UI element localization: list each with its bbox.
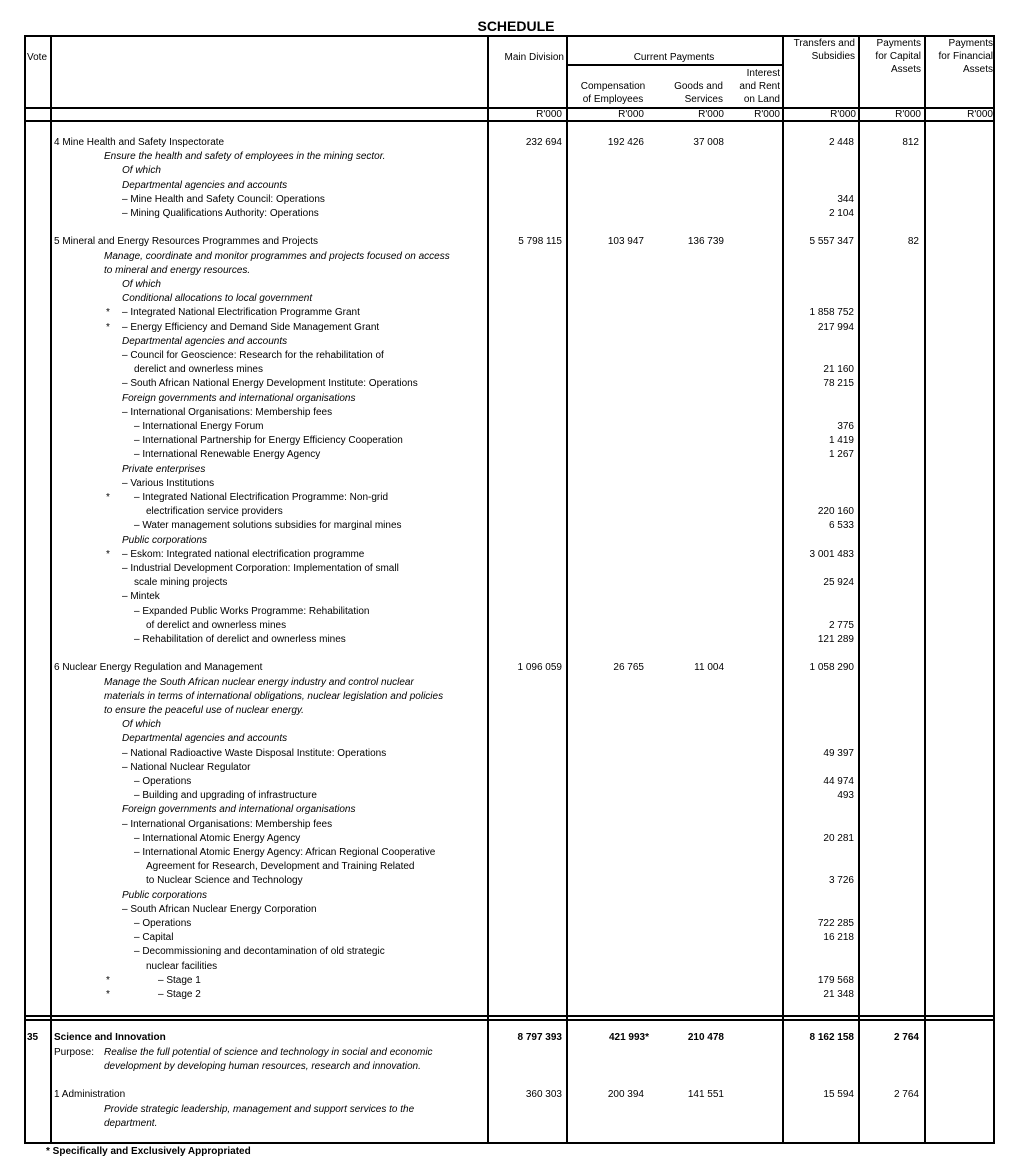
vote-row bbox=[0, 1031, 1032, 1045]
row-value-trans: 44 974 bbox=[823, 776, 854, 787]
row-value-trans: 21 348 bbox=[823, 989, 854, 1000]
footnote: * Specifically and Exclusively Appropriated bbox=[46, 1146, 251, 1157]
row-value-trans: 5 557 347 bbox=[809, 236, 854, 248]
vote-cap: 2 764 bbox=[893, 1032, 919, 1043]
table-row bbox=[0, 150, 1032, 164]
row-label: Of which bbox=[122, 719, 161, 731]
row-label: Ensure the health and safety of employees in the mining sector. bbox=[104, 151, 386, 163]
header-vote: Vote bbox=[27, 52, 48, 63]
table-row bbox=[0, 321, 1032, 335]
row-label: to mineral and energy resources. bbox=[104, 264, 251, 276]
table-row bbox=[0, 136, 1032, 150]
table-row bbox=[0, 250, 1032, 264]
appropriation-star: * bbox=[106, 974, 110, 986]
table-row bbox=[0, 676, 1032, 690]
row-label: – Energy Efficiency and Demand Side Management Grant bbox=[122, 321, 380, 333]
purpose-text: Realise the full potential of science and technology in social and economic bbox=[104, 1047, 433, 1058]
table-row bbox=[0, 732, 1032, 746]
header-rule bbox=[566, 64, 782, 66]
header-transfers: Transfers and Subsidies bbox=[793, 38, 855, 62]
row-value-goods: 11 004 bbox=[694, 662, 724, 674]
row-value-trans: 6 533 bbox=[828, 520, 854, 532]
table-row bbox=[0, 605, 1032, 619]
row-label: Departmental agencies and accounts bbox=[122, 335, 288, 347]
row-value-trans: 344 bbox=[837, 193, 854, 205]
table-row bbox=[0, 704, 1032, 718]
unit-goods: R'000 bbox=[698, 109, 724, 120]
row-value-trans: 217 994 bbox=[817, 321, 854, 333]
table-row bbox=[0, 874, 1032, 888]
vote-main: 8 797 393 bbox=[517, 1032, 562, 1043]
table-row bbox=[0, 761, 1032, 775]
row-label: electrification service providers bbox=[146, 506, 283, 518]
row-label: Manage, coordinate and monitor programmes and projects focused on access bbox=[104, 250, 450, 262]
table-row bbox=[0, 448, 1032, 462]
appropriation-star: * bbox=[106, 989, 110, 1000]
table-row bbox=[0, 832, 1032, 846]
admin-trans: 15 594 bbox=[823, 1089, 854, 1100]
row-label: Of which bbox=[122, 165, 161, 177]
row-label: – Mintek bbox=[122, 591, 160, 603]
row-label: – Stage 2 bbox=[158, 989, 201, 1000]
table-row bbox=[0, 633, 1032, 647]
table-row bbox=[0, 278, 1032, 292]
table-row bbox=[0, 718, 1032, 732]
table-row bbox=[0, 619, 1032, 633]
row-label: – Mine Health and Safety Council: Operations bbox=[122, 193, 325, 205]
row-label: Departmental agencies and accounts bbox=[122, 733, 288, 745]
table-row bbox=[0, 917, 1032, 931]
row-value-trans: 220 160 bbox=[817, 506, 854, 518]
table-row bbox=[0, 548, 1032, 562]
table-row bbox=[0, 803, 1032, 817]
table-row bbox=[0, 590, 1032, 604]
row-value-comp: 26 765 bbox=[613, 662, 644, 674]
row-value-trans: 179 568 bbox=[817, 974, 854, 986]
unit-capital: R'000 bbox=[895, 109, 921, 120]
row-value-trans: 16 218 bbox=[823, 932, 854, 944]
admin-desc-row bbox=[0, 1117, 1032, 1131]
appropriation-star: * bbox=[106, 321, 110, 333]
row-value-goods: 37 008 bbox=[693, 137, 724, 148]
table-row bbox=[0, 534, 1032, 548]
row-value-trans: 2 775 bbox=[828, 619, 854, 631]
row-label: – International Partnership for Energy Efficiency Cooperation bbox=[134, 435, 403, 447]
table-row bbox=[0, 903, 1032, 917]
admin-goods: 141 551 bbox=[687, 1089, 724, 1100]
table-row bbox=[0, 420, 1032, 434]
appropriation-star: * bbox=[106, 307, 110, 319]
row-label: Manage the South African nuclear energy industry and control nuclear bbox=[104, 676, 414, 688]
admin-main: 360 303 bbox=[525, 1089, 562, 1100]
row-label: Departmental agencies and accounts bbox=[122, 179, 288, 191]
table-row bbox=[0, 789, 1032, 803]
table-row bbox=[0, 846, 1032, 860]
row-label: – National Radioactive Waste Disposal Institute: Operations bbox=[122, 747, 387, 759]
row-label: – Integrated National Electrification Programme: Non-grid bbox=[134, 492, 389, 503]
table-row bbox=[0, 207, 1032, 221]
row-value-trans: 722 285 bbox=[817, 918, 854, 929]
table-row bbox=[0, 491, 1032, 505]
table-row bbox=[0, 164, 1032, 178]
unit-interest: R'000 bbox=[754, 109, 780, 120]
row-label: – Council for Geoscience: Research for the rehabilitation of bbox=[122, 350, 384, 361]
row-label: scale mining projects bbox=[134, 577, 228, 589]
row-value-trans: 2 104 bbox=[828, 208, 854, 219]
row-value-trans: 1 267 bbox=[828, 449, 854, 461]
table-row bbox=[0, 349, 1032, 363]
header-goods: Goods and Services bbox=[674, 81, 723, 105]
table-row bbox=[0, 889, 1032, 903]
admin-cap: 2 764 bbox=[893, 1089, 919, 1100]
row-value-trans: 493 bbox=[837, 790, 854, 802]
row-label: – South African Nuclear Energy Corporation bbox=[122, 903, 317, 915]
row-label: – Operations bbox=[134, 918, 192, 929]
table-row bbox=[0, 747, 1032, 761]
row-value-trans: 21 160 bbox=[823, 364, 854, 376]
row-label: Agreement for Research, Development and Training Related bbox=[146, 861, 415, 873]
appropriation-star: * bbox=[106, 548, 110, 560]
row-label: – National Nuclear Regulator bbox=[122, 761, 251, 773]
header-compensation: Compensation of Employees bbox=[580, 81, 646, 105]
row-label: – Various Institutions bbox=[122, 477, 215, 489]
table-row bbox=[0, 406, 1032, 420]
table-row bbox=[0, 292, 1032, 306]
row-label: Public corporations bbox=[122, 534, 208, 546]
row-value-trans: 376 bbox=[837, 421, 854, 432]
row-label: – Mining Qualifications Authority: Operations bbox=[122, 208, 319, 219]
unit-financial: R'000 bbox=[967, 109, 993, 120]
row-label: – Capital bbox=[134, 932, 174, 944]
table-row bbox=[0, 818, 1032, 832]
row-label: 4 Mine Health and Safety Inspectorate bbox=[54, 137, 225, 148]
header-interest: Interest and Rent on Land bbox=[739, 68, 780, 105]
row-value-comp: 192 426 bbox=[607, 137, 644, 148]
table-row bbox=[0, 945, 1032, 959]
row-label: – International Atomic Energy Agency bbox=[134, 832, 301, 844]
table-row bbox=[0, 434, 1032, 448]
row-value-cap: 82 bbox=[907, 236, 919, 248]
unit-main: R'000 bbox=[536, 109, 562, 120]
row-label: – Operations bbox=[134, 776, 192, 787]
purpose-row bbox=[0, 1046, 1032, 1060]
admin-desc-row bbox=[0, 1103, 1032, 1117]
purpose-label: Purpose: bbox=[54, 1047, 95, 1058]
table-row bbox=[0, 775, 1032, 789]
table-row bbox=[0, 860, 1032, 874]
row-value-comp: 103 947 bbox=[607, 236, 644, 248]
row-label: Foreign governments and international organisations bbox=[122, 804, 356, 816]
table-row bbox=[0, 562, 1032, 576]
row-label: derelict and ownerless mines bbox=[134, 364, 263, 376]
admin-desc: department. bbox=[104, 1118, 158, 1129]
row-label: to Nuclear Science and Technology bbox=[146, 875, 303, 887]
row-value-main: 1 096 059 bbox=[517, 662, 562, 674]
vote-goods: 210 478 bbox=[687, 1032, 724, 1043]
purpose-text: development by developing human resources, research and innovation. bbox=[104, 1061, 421, 1072]
row-value-trans: 25 924 bbox=[823, 577, 854, 589]
row-label: – International Renewable Energy Agency bbox=[134, 449, 321, 461]
table-row bbox=[0, 661, 1032, 675]
row-label: – Decommissioning and decontamination of old strategic bbox=[134, 946, 385, 958]
table-row bbox=[0, 193, 1032, 207]
table-row bbox=[0, 179, 1032, 193]
row-value-goods: 136 739 bbox=[687, 236, 724, 248]
row-value-trans: 20 281 bbox=[823, 832, 854, 844]
table-row bbox=[0, 477, 1032, 491]
header-financial: Payments for Financial Assets bbox=[938, 38, 993, 75]
row-label: 5 Mineral and Energy Resources Programmes and Projects bbox=[54, 236, 319, 248]
vote-label: Science and Innovation bbox=[54, 1032, 166, 1043]
table-row bbox=[0, 931, 1032, 945]
row-label: – Stage 1 bbox=[158, 974, 201, 986]
table-row bbox=[0, 392, 1032, 406]
row-label: – Water management solutions subsidies for marginal mines bbox=[134, 520, 402, 532]
table-row bbox=[0, 306, 1032, 320]
row-value-cap: 812 bbox=[902, 137, 919, 148]
admin-desc: Provide strategic leadership, management and support services to the bbox=[104, 1104, 415, 1115]
row-label: nuclear facilities bbox=[146, 960, 218, 972]
row-value-trans: 1 419 bbox=[828, 435, 854, 447]
unit-transfers: R'000 bbox=[830, 109, 856, 120]
row-label: 6 Nuclear Energy Regulation and Management bbox=[54, 662, 263, 674]
row-label: Conditional allocations to local government bbox=[122, 293, 313, 305]
table-row bbox=[0, 519, 1032, 533]
row-label: – International Energy Forum bbox=[134, 421, 264, 432]
table-row bbox=[0, 463, 1032, 477]
row-value-trans: 121 289 bbox=[817, 634, 854, 645]
table-row bbox=[0, 960, 1032, 974]
table-row bbox=[0, 335, 1032, 349]
table-row bbox=[0, 377, 1032, 391]
unit-comp: R'000 bbox=[618, 109, 644, 120]
admin-row bbox=[0, 1088, 1032, 1102]
table-row bbox=[0, 988, 1032, 1002]
appropriation-star: * bbox=[106, 492, 110, 503]
row-label: Private enterprises bbox=[122, 463, 206, 475]
row-label: – Building and upgrading of infrastructure bbox=[134, 790, 317, 802]
table-row bbox=[0, 576, 1032, 590]
page-title: SCHEDULE bbox=[477, 18, 555, 34]
row-label: Foreign governments and international organisations bbox=[122, 392, 356, 404]
row-label: – Expanded Public Works Programme: Rehabilitation bbox=[134, 605, 370, 617]
row-value-main: 5 798 115 bbox=[518, 236, 562, 248]
header-capital: Payments for Capital Assets bbox=[875, 38, 921, 75]
purpose-row bbox=[0, 1060, 1032, 1074]
section-rule bbox=[24, 1015, 995, 1017]
table-row bbox=[0, 363, 1032, 377]
row-label: Of which bbox=[122, 279, 161, 290]
vote-number: 35 bbox=[27, 1032, 39, 1043]
table-row bbox=[0, 235, 1032, 249]
row-label: of derelict and ownerless mines bbox=[146, 619, 287, 631]
header-current-payments: Current Payments bbox=[633, 52, 715, 63]
admin-comp: 200 394 bbox=[607, 1089, 644, 1100]
row-label: – Integrated National Electrification Programme Grant bbox=[122, 307, 360, 319]
header-main-division: Main Division bbox=[504, 52, 564, 63]
table-row bbox=[0, 505, 1032, 519]
row-value-trans: 3 726 bbox=[828, 875, 854, 887]
row-value-trans: 1 058 290 bbox=[809, 662, 854, 674]
table-row bbox=[0, 974, 1032, 988]
row-label: – International Organisations: Membership fees bbox=[122, 818, 333, 830]
row-label: materials in terms of international obligations, nuclear legislation and policies bbox=[104, 690, 444, 702]
row-value-trans: 1 858 752 bbox=[809, 307, 854, 319]
table-row bbox=[0, 690, 1032, 704]
table-row bbox=[0, 264, 1032, 278]
row-label: Public corporations bbox=[122, 889, 208, 901]
row-label: – Eskom: Integrated national electrification programme bbox=[122, 548, 365, 560]
row-value-trans: 3 001 483 bbox=[809, 548, 854, 560]
row-label: to ensure the peaceful use of nuclear energy. bbox=[104, 705, 304, 716]
vote-trans: 8 162 158 bbox=[809, 1032, 854, 1043]
row-value-trans: 78 215 bbox=[823, 378, 854, 390]
row-value-trans: 49 397 bbox=[823, 747, 854, 759]
row-value-trans: 2 448 bbox=[828, 137, 854, 148]
row-label: – International Organisations: Membership fees bbox=[122, 406, 333, 418]
admin-label: 1 Administration bbox=[54, 1089, 126, 1100]
vote-comp: 421 993* bbox=[608, 1032, 649, 1043]
row-label: – Industrial Development Corporation: Implementation of small bbox=[122, 563, 399, 574]
row-label: – South African National Energy Development Institute: Operations bbox=[122, 378, 418, 390]
row-label: – Rehabilitation of derelict and ownerless mines bbox=[134, 634, 346, 645]
row-label: – International Atomic Energy Agency: African Regional Cooperative bbox=[134, 847, 436, 858]
row-value-main: 232 694 bbox=[525, 137, 562, 148]
section-rule bbox=[24, 1019, 995, 1021]
